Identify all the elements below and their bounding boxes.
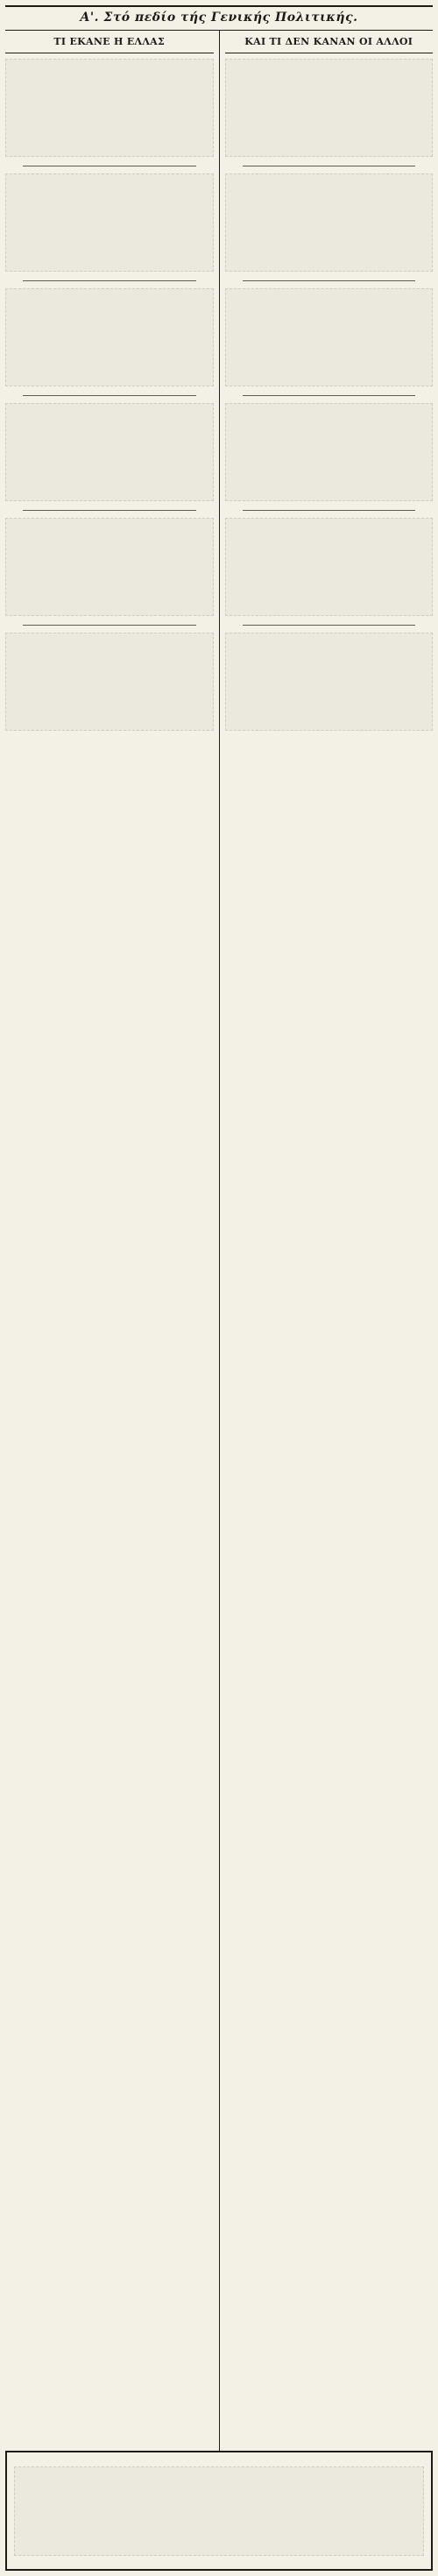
left-separator-2 — [23, 280, 196, 281]
left-paragraph-5-text — [5, 518, 214, 616]
left-separator-4 — [23, 510, 196, 511]
right-paragraph-6-text — [225, 633, 434, 731]
left-paragraph-3 — [5, 288, 214, 386]
right-paragraph-1-text — [225, 59, 434, 157]
two-columns — [5, 30, 433, 2452]
right-paragraph-5-text — [225, 518, 434, 616]
right-separator-2 — [243, 280, 416, 281]
left-paragraph-1 — [5, 59, 214, 157]
left-paragraph-5 — [5, 518, 214, 616]
left-paragraph-6-text — [5, 633, 214, 731]
right-column — [225, 31, 434, 2452]
left-separator-5 — [23, 625, 196, 626]
right-paragraph-6 — [225, 633, 434, 731]
right-paragraph-3-text — [225, 288, 434, 386]
top-rule — [5, 5, 433, 7]
left-paragraph-4 — [5, 403, 214, 501]
left-column-title: ΤΙ ΕΚΑΝΕ Η ΕΛΛΑΣ — [53, 36, 166, 47]
left-paragraph-3-text — [5, 288, 214, 386]
footer-box — [5, 2451, 433, 2571]
left-separator-3 — [23, 395, 196, 396]
right-separator-3 — [243, 395, 416, 396]
right-separator-4 — [243, 510, 416, 511]
right-paragraph-1 — [225, 59, 434, 157]
right-paragraph-5 — [225, 518, 434, 616]
left-column — [5, 31, 214, 2452]
left-paragraph-1-text — [5, 59, 214, 157]
left-paragraph-2-text — [5, 173, 214, 272]
left-paragraph-4-text — [5, 403, 214, 501]
right-paragraph-2-text — [225, 173, 434, 272]
right-paragraph-3 — [225, 288, 434, 386]
right-column-title: ΚΑΙ ΤΙ ΔΕΝ ΚΑΝΑΝ ΟΙ ΑΛΛΟΙ — [244, 36, 413, 47]
right-paragraph-2 — [225, 173, 434, 272]
right-paragraph-4 — [225, 403, 434, 501]
left-paragraph-2 — [5, 173, 214, 272]
right-paragraph-4-text — [225, 403, 434, 501]
column-divider — [219, 31, 220, 2452]
page-title: Α'. Στό πεδίο τής Γενικής Πολιτικής. — [80, 11, 358, 25]
left-paragraph-6 — [5, 633, 214, 731]
footer-text — [14, 2466, 424, 2556]
right-separator-5 — [243, 625, 416, 626]
